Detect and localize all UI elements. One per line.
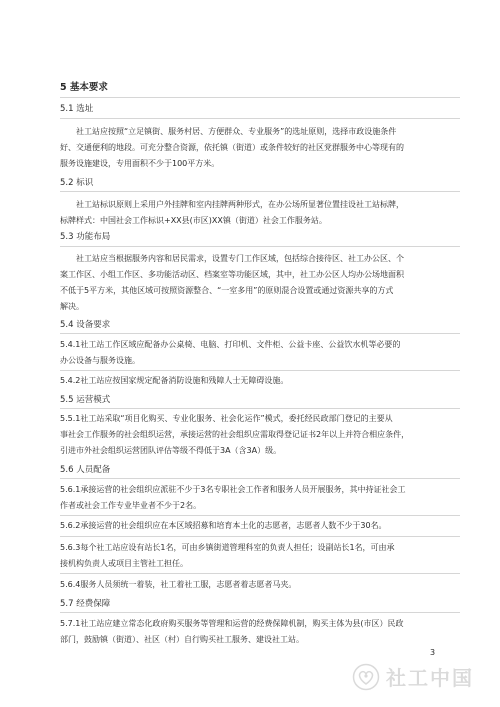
text-line: 社工站应按照“立足镇街、服务村居、方便群众、专业服务”的选址原则，选择市政设施条件 (76, 127, 397, 136)
text-line: 办公设备与服务设施。 (60, 356, 140, 365)
text-line: 5.5.1社工站采取“项目化购买、专业化服务、社会化运作”模式，委托经民政部门登记的主要从 (60, 414, 393, 423)
heading-5-3: 5.3 功能布局 (60, 232, 111, 242)
paragraph-5-1 (60, 124, 460, 172)
divider (60, 536, 460, 537)
paragraph-5-7-1 (60, 616, 460, 648)
heading-5-4: 5.4 设备要求 (60, 320, 111, 330)
text-line: 5.6.4服务人员须统一着装，社工着社工服，志愿者着志愿者马夹。 (60, 580, 297, 589)
text-line: 5.4.1社工站工作区域应配备办公桌椅、电脑、打印机、文件柜、公益卡座、公益饮水机等必要的 (60, 340, 401, 349)
heading-5-5: 5.5 运营模式 (60, 395, 111, 405)
paragraph-5-6-3 (60, 540, 460, 572)
paragraph-5-6-2 (60, 518, 460, 534)
text-line: 解决。 (60, 302, 84, 311)
divider (60, 515, 460, 516)
divider (60, 97, 460, 98)
heading-5-7: 5.7 经费保障 (60, 599, 111, 609)
text-line: 作者或社会工作专业毕业者不少于2名。 (60, 501, 202, 510)
divider (60, 191, 460, 192)
page-number: 3 (430, 648, 436, 657)
heading-5-1: 5.1 选址 (60, 104, 94, 114)
divider (60, 246, 460, 247)
divider (60, 370, 460, 371)
watermark-text: 社工中国 (386, 666, 474, 690)
social-work-heart-logo-icon (352, 663, 380, 691)
text-line: 部门，鼓励镇（街道）、社区（村）自行购买社工服务、建设社工站。 (60, 635, 304, 644)
text-line: 案工作区、小组工作区、多功能活动区、档案室等功能区域，其中，社工办公区人均办公场地面积 (60, 270, 404, 279)
paragraph-5-4-1 (60, 337, 460, 369)
text-line: 好、交通便利的地段。可充分整合资源，依托镇（街道）或条件较好的社区党群服务中心等现有的 (60, 143, 404, 152)
text-line: 5.6.1承接运营的社会组织应派驻不少于3名专职社会工作者和服务人员开展服务，其中持证社会工 (60, 485, 406, 494)
section-title: 5 基本要求 (60, 82, 108, 93)
paragraph-5-6-4 (60, 577, 460, 593)
text-line: 5.4.2社工站应按国家规定配备消防设施和残障人士无障碍设施。 (60, 376, 289, 385)
divider (60, 612, 460, 613)
paragraph-5-5-1 (60, 411, 460, 459)
heading-5-2: 5.2 标识 (60, 178, 94, 188)
watermark (352, 662, 474, 691)
text-line: 接机构负责人或项目主管社工担任。 (60, 559, 188, 568)
text-line: 不低于5平方米，其他区域可按照资源整合、“一室多用”的原则混合设置或通过资源共享的方式 (60, 286, 394, 295)
text-line: 5.6.2承接运营的社会组织应在本区域招募和培育本土化的志愿者，志愿者人数不少于30名。 (60, 521, 387, 530)
paragraph-5-6-1 (60, 482, 460, 514)
divider (60, 478, 460, 479)
divider (60, 408, 460, 409)
divider (60, 118, 460, 119)
divider (60, 573, 460, 574)
text-line: 社工站标识原则上采用户外挂牌和室内挂牌两种形式，在办公场所显著位置挂设社工站标牌， (76, 200, 404, 209)
text-line: 标牌样式：中国社会工作标识+XX县(市区)XX镇（街道）社会工作服务站。 (60, 216, 327, 225)
text-line: 5.7.1社工站应建立常态化政府购买服务等管理和运营的经费保障机制，购买主体为县(市区）民政 (60, 619, 404, 628)
text-line: 服务设施建设，专用面积不少于100平方米。 (60, 159, 220, 168)
text-line: 社工站应当根据服务内容和居民需求，设置专门工作区域，包括综合接待区、社工办公区、个 (76, 254, 404, 263)
text-line: 引进市外社会组织运营团队评估等级不得低于3A（含3A）级。 (60, 446, 282, 455)
paragraph-5-2 (60, 197, 460, 229)
text-line: 5.6.3每个社工站应设有站长1名，可由乡镇街道管理科室的负责人担任；设副站长1名，可由承 (60, 543, 395, 552)
paragraph-5-3 (60, 251, 460, 315)
paragraph-5-4-2 (60, 373, 460, 389)
divider (60, 333, 460, 334)
text-line: 事社会工作服务的社会组织运营，承接运营的社会组织应需取得登记证书2年以上并符合相应条件， (60, 430, 410, 439)
heading-5-6: 5.6 人员配备 (60, 465, 111, 475)
